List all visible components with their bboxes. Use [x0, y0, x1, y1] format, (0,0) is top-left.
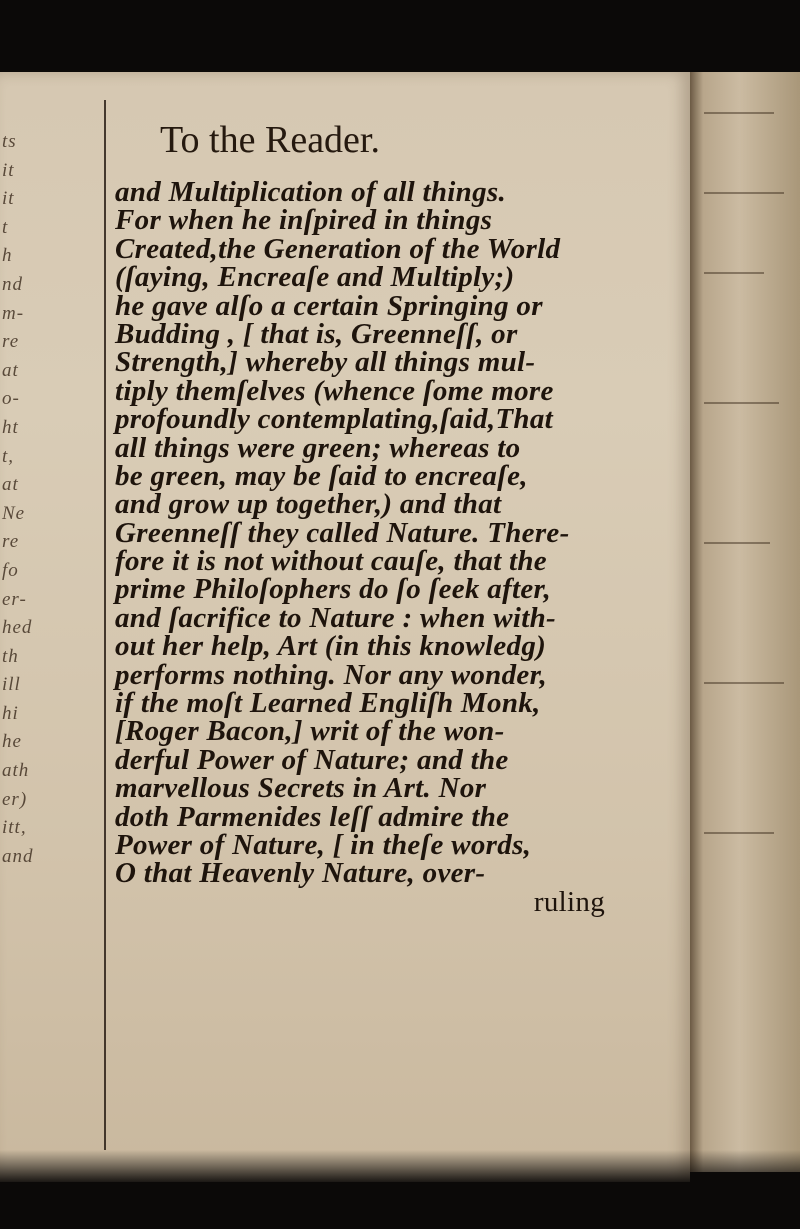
text-line: derful Power of Nature; and the	[115, 743, 509, 776]
text-line: Strength,] whereby all things mul-	[115, 346, 536, 379]
text-line: prime Philoſophers do ſo ſeek after,	[115, 573, 552, 606]
bleed-fragment: it	[2, 159, 15, 181]
text-line: performs nothing. Nor any wonder,	[115, 658, 548, 691]
catchword: ruling	[533, 885, 605, 918]
text-line: be green, may be ſaid to encreaſe,	[115, 459, 528, 492]
text-line: (ſaying, Encreaſe and Multiply;)	[115, 261, 515, 294]
body-text	[115, 178, 675, 916]
text-line: [Roger Bacon,] writ of the won-	[115, 715, 505, 748]
bleed-fragment: re	[2, 331, 20, 353]
bleed-fragment: hi	[2, 702, 19, 724]
bleed-fragment: and	[2, 845, 34, 867]
bleed-fragment: m-	[2, 302, 25, 324]
text-line: O that Heavenly Nature, over-	[115, 857, 486, 890]
bleed-fragment: t	[2, 216, 9, 238]
text-line: doth Parmenides leſſ admire the	[115, 800, 510, 833]
bleed-fragment: itt,	[2, 817, 27, 839]
text-line: all things were green; whereas to	[115, 431, 521, 464]
bleed-fragment: at	[2, 359, 19, 381]
bleed-fragment: nd	[2, 273, 23, 295]
bleed-fragment: ill	[2, 674, 21, 696]
text-line: Greenneſſ they called Nature. There-	[115, 516, 570, 549]
bleed-fragment: er-	[2, 588, 27, 610]
text-line: Created,the Generation of the World	[115, 232, 561, 265]
bleed-fragment: t,	[2, 445, 15, 467]
bleed-fragment: ts	[2, 131, 17, 152]
text-line: and grow up together,) and that	[115, 488, 502, 521]
text-line: out her help, Art (in this knowledg)	[115, 630, 547, 663]
text-line: and Multiplication of all things.	[115, 176, 507, 208]
bleed-fragment: hed	[2, 617, 33, 639]
text-line: Power of Nature, [ in theſe words,	[115, 828, 532, 861]
bleed-fragment: er)	[2, 788, 28, 810]
bleed-fragment: re	[2, 531, 20, 553]
text-line: profoundly contemplating,ſaid,That	[115, 403, 553, 436]
text-line: marvellous Secrets in Art. Nor	[115, 772, 487, 805]
text-line: he gave alſo a certain Springing or	[115, 289, 543, 322]
bleed-fragment: o-	[2, 388, 20, 410]
text-line: and ſacrifice to Nature : when with-	[115, 601, 556, 634]
text-line: fore it is not without cauſe, that the	[115, 545, 547, 578]
margin-bleed-text	[2, 128, 92, 871]
bleed-fragment: h	[2, 245, 13, 267]
margin-rule	[104, 100, 106, 1150]
facing-page-edge	[690, 72, 800, 1172]
bleed-fragment: at	[2, 474, 19, 496]
text-line: if the moſt Learned Engliſh Monk,	[115, 687, 541, 720]
running-head: To the Reader.	[160, 119, 380, 161]
bleed-fragment: th	[2, 645, 19, 667]
bleed-fragment: it	[2, 188, 15, 210]
bleed-fragment: he	[2, 731, 22, 753]
bleed-fragment: ht	[2, 416, 19, 438]
bleed-fragment: ath	[2, 760, 30, 782]
bleed-fragment: fo	[2, 559, 19, 581]
text-line: Budding , [ that is, Greenneſſ, or	[115, 317, 518, 350]
text-line: For when he inſpired in things	[115, 204, 493, 237]
scan-bottom-edge	[0, 1150, 800, 1229]
bleed-fragment: Ne	[2, 502, 26, 524]
text-line: tiply themſelves (whence ſome more	[115, 374, 554, 407]
